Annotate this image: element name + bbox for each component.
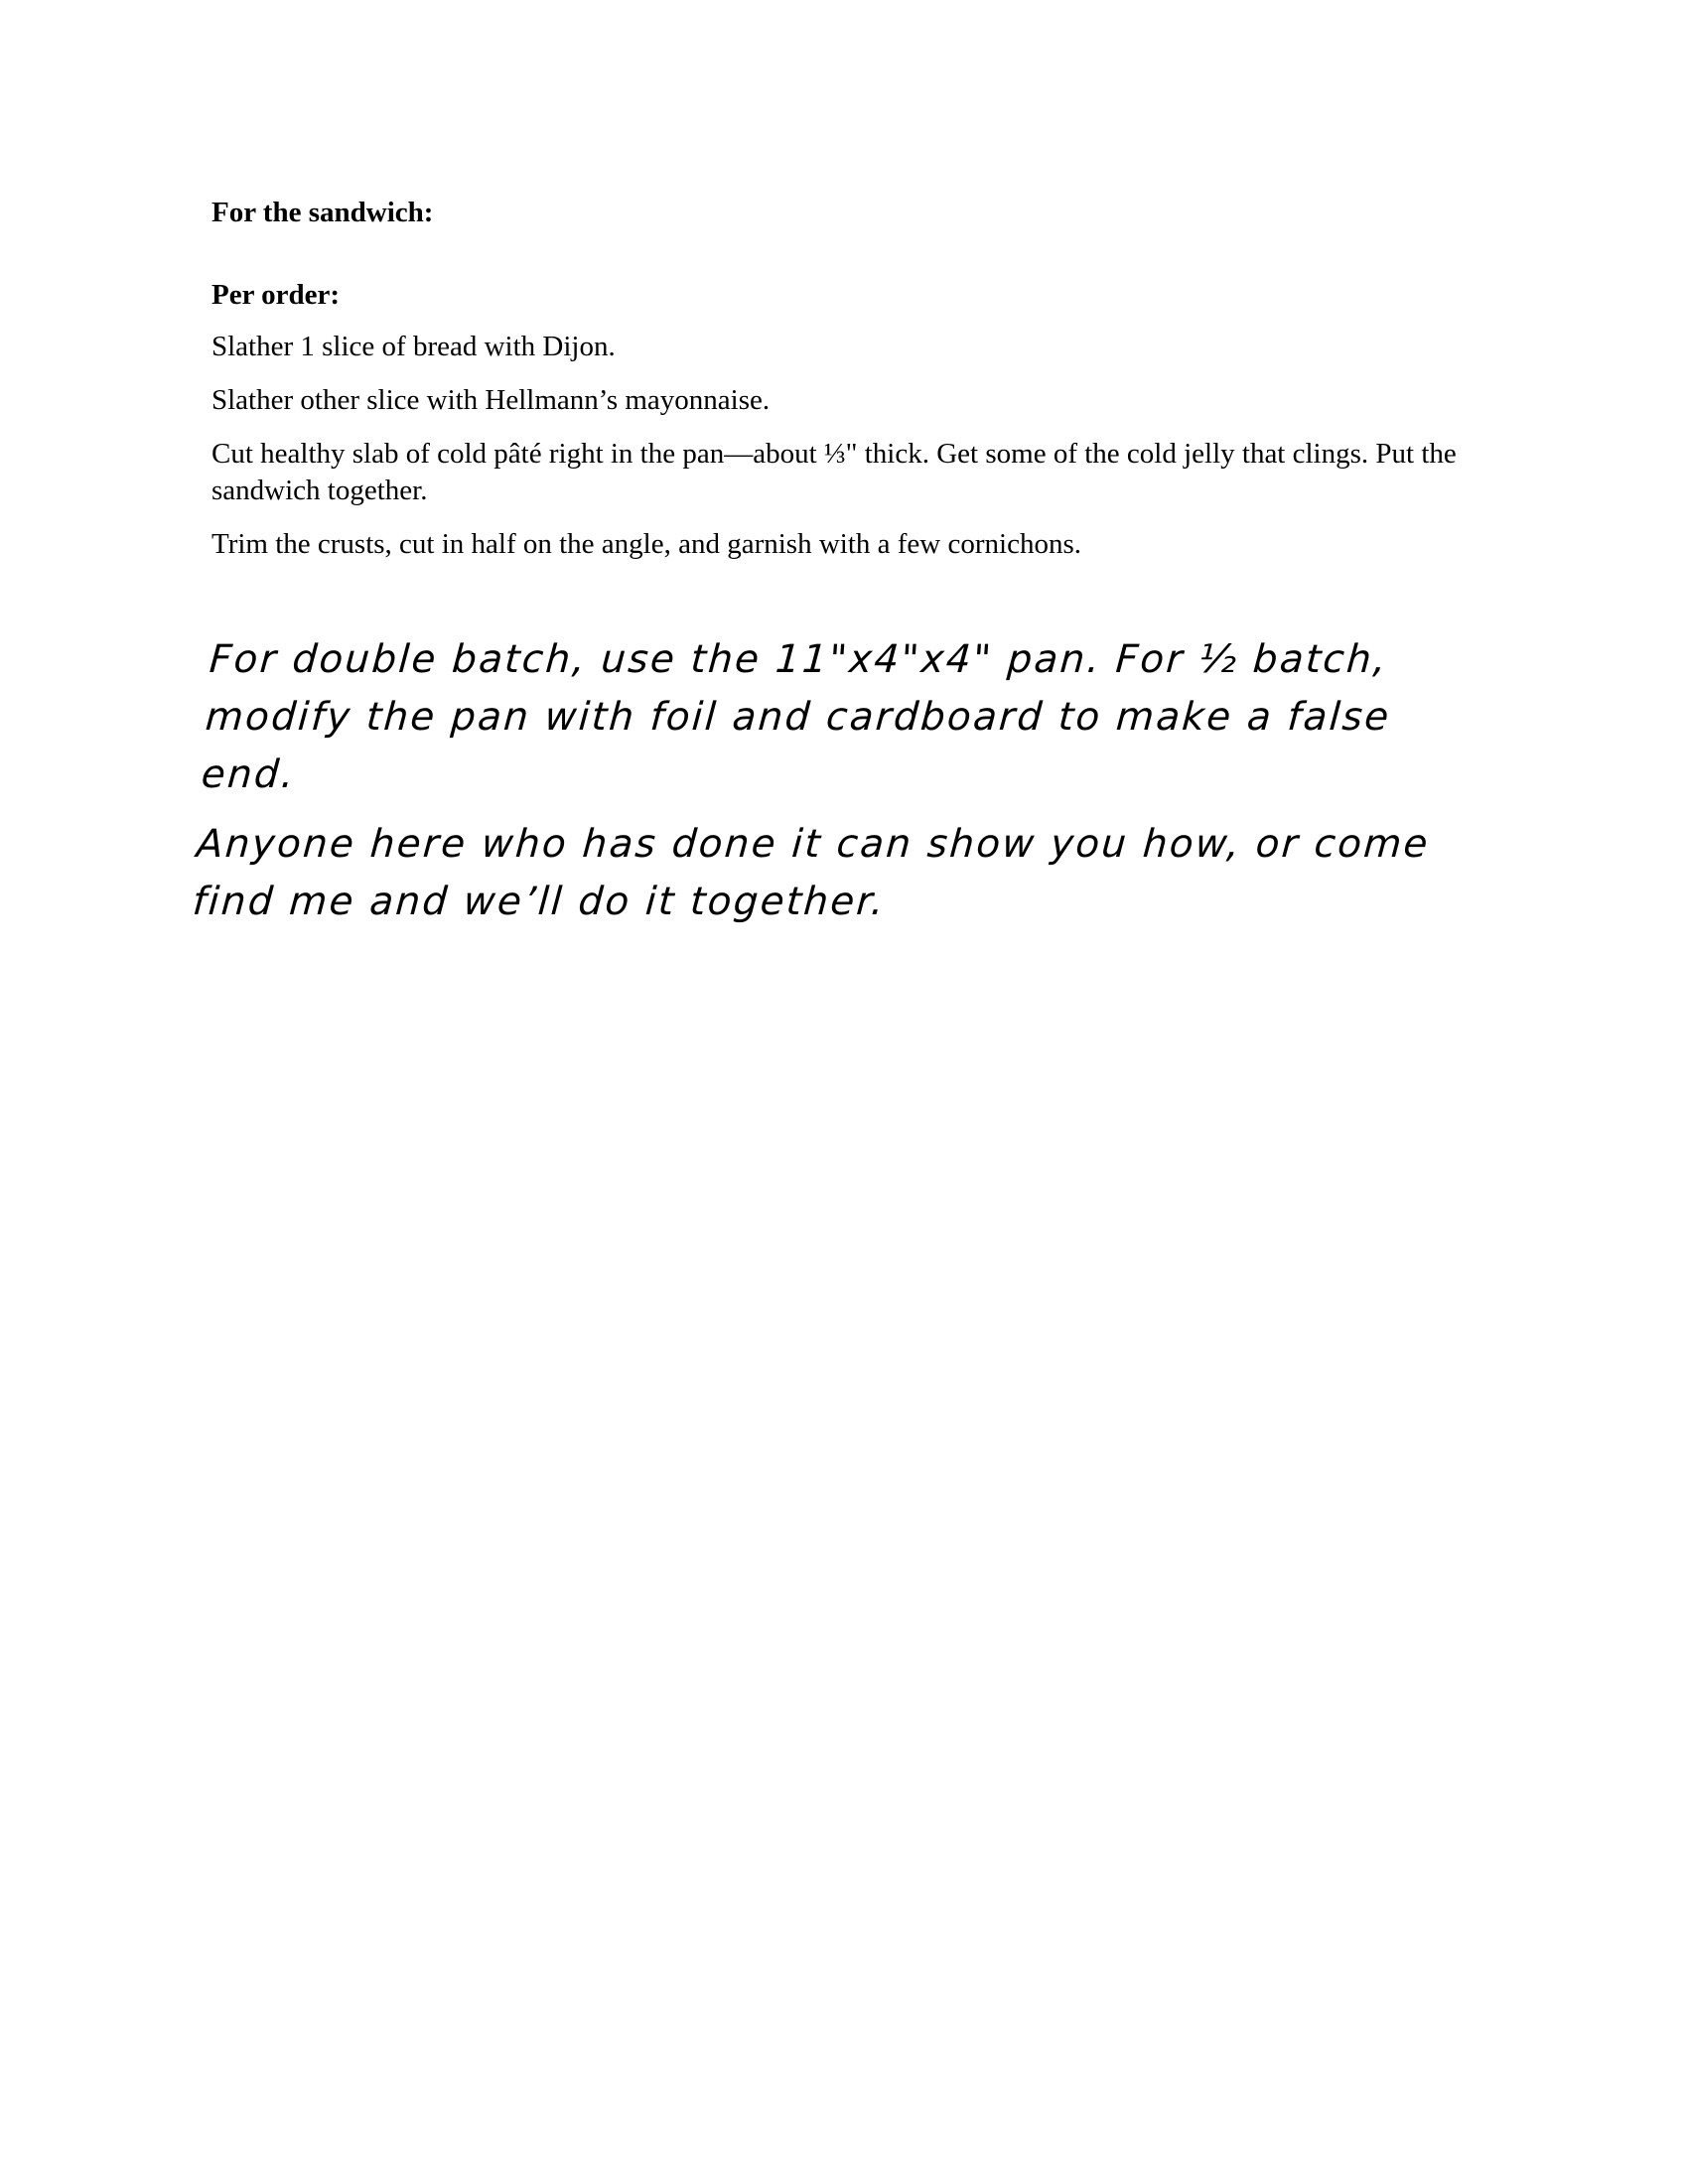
instruction-step: Slather other slice with Hellmann’s mayonnaise.: [211, 384, 771, 416]
sub-heading: Per order:: [211, 279, 341, 311]
handwritten-note: Anyone here who has done it can show you how, or come find me and we’ll do it together.: [191, 822, 1432, 924]
recipe-instructions: [211, 195, 1502, 580]
instruction-step: Cut healthy slab of cold pâté right in the pan—about ⅓" thick. Get some of the cold jelly that clings. Put the sandwich together.: [211, 438, 1457, 506]
instruction-step: Slather 1 slice of bread with Dijon.: [211, 331, 616, 362]
section-heading: For the sandwich:: [211, 197, 434, 228]
instruction-step: Trim the crusts, cut in half on the angle, and garnish with a few cornichons.: [211, 528, 1081, 560]
handwritten-notes: [190, 631, 1502, 943]
handwritten-note: For double batch, use the 11"x4"x4" pan. For ½ batch, modify the pan with foil and cardboard to make a false end.: [200, 637, 1393, 797]
